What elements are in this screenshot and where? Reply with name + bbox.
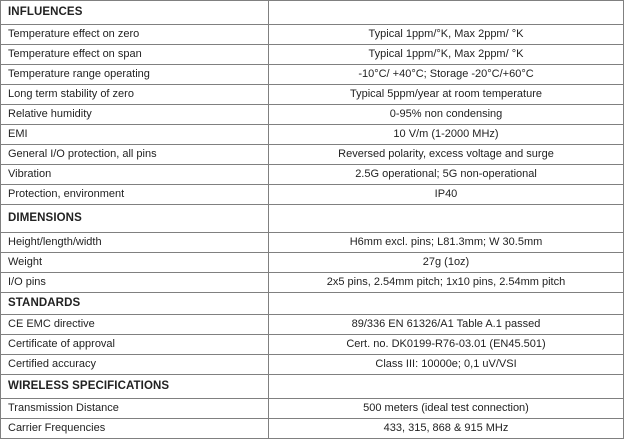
section-header-dimensions (1, 205, 624, 233)
row-value: H6mm excl. pins; L81.3mm; W 30.5mm (269, 233, 624, 253)
section-value-empty (269, 375, 624, 399)
section-header-wireless-specifications (1, 375, 624, 399)
table-row (1, 273, 624, 293)
row-value: 27g (1oz) (269, 253, 624, 273)
table-row (1, 125, 624, 145)
row-label: CE EMC directive (1, 315, 269, 335)
row-value: 500 meters (ideal test connection) (269, 399, 624, 419)
row-label: Transmission Distance (1, 399, 269, 419)
section-header-standards (1, 293, 624, 315)
section-title: INFLUENCES (1, 1, 269, 25)
row-label: Certificate of approval (1, 335, 269, 355)
table-row (1, 105, 624, 125)
table-row (1, 25, 624, 45)
row-value: Typical 5ppm/year at room temperature (269, 85, 624, 105)
table-row (1, 65, 624, 85)
row-value: Typical 1ppm/°K, Max 2ppm/ °K (269, 25, 624, 45)
row-value: 10 V/m (1-2000 MHz) (269, 125, 624, 145)
row-value: 0-95% non condensing (269, 105, 624, 125)
table-row (1, 185, 624, 205)
row-value: 2x5 pins, 2.54mm pitch; 1x10 pins, 2.54mm pitch (269, 273, 624, 293)
table-row (1, 419, 624, 439)
table-row (1, 355, 624, 375)
section-title: STANDARDS (1, 293, 269, 315)
table-row (1, 85, 624, 105)
row-label: General I/O protection, all pins (1, 145, 269, 165)
row-value: 89/336 EN 61326/A1 Table A.1 passed (269, 315, 624, 335)
row-value: Typical 1ppm/°K, Max 2ppm/ °K (269, 45, 624, 65)
row-value: Class III: 10000e; 0,1 uV/VSI (269, 355, 624, 375)
section-value-empty (269, 205, 624, 233)
section-header-influences (1, 1, 624, 25)
table-row (1, 45, 624, 65)
row-label: Certified accuracy (1, 355, 269, 375)
row-label: Protection, environment (1, 185, 269, 205)
section-value-empty (269, 1, 624, 25)
table-row (1, 335, 624, 355)
row-label: Relative humidity (1, 105, 269, 125)
row-label: Weight (1, 253, 269, 273)
table-row (1, 399, 624, 419)
section-value-empty (269, 293, 624, 315)
section-title: DIMENSIONS (1, 205, 269, 233)
table-row (1, 165, 624, 185)
row-label: Height/length/width (1, 233, 269, 253)
row-value: IP40 (269, 185, 624, 205)
row-value: 2.5G operational; 5G non-operational (269, 165, 624, 185)
section-title: WIRELESS SPECIFICATIONS (1, 375, 269, 399)
row-label: Temperature effect on zero (1, 25, 269, 45)
row-label: I/O pins (1, 273, 269, 293)
row-value: -10°C/ +40°C; Storage -20°C/+60°C (269, 65, 624, 85)
table-row (1, 233, 624, 253)
row-value: Reversed polarity, excess voltage and surge (269, 145, 624, 165)
table-row (1, 253, 624, 273)
row-label: Long term stability of zero (1, 85, 269, 105)
row-label: Temperature range operating (1, 65, 269, 85)
row-label: EMI (1, 125, 269, 145)
table-row (1, 315, 624, 335)
row-label: Temperature effect on span (1, 45, 269, 65)
row-label: Carrier Frequencies (1, 419, 269, 439)
row-value: Cert. no. DK0199-R76-03.01 (EN45.501) (269, 335, 624, 355)
row-value: 433, 315, 868 & 915 MHz (269, 419, 624, 439)
table-row (1, 145, 624, 165)
row-label: Vibration (1, 165, 269, 185)
